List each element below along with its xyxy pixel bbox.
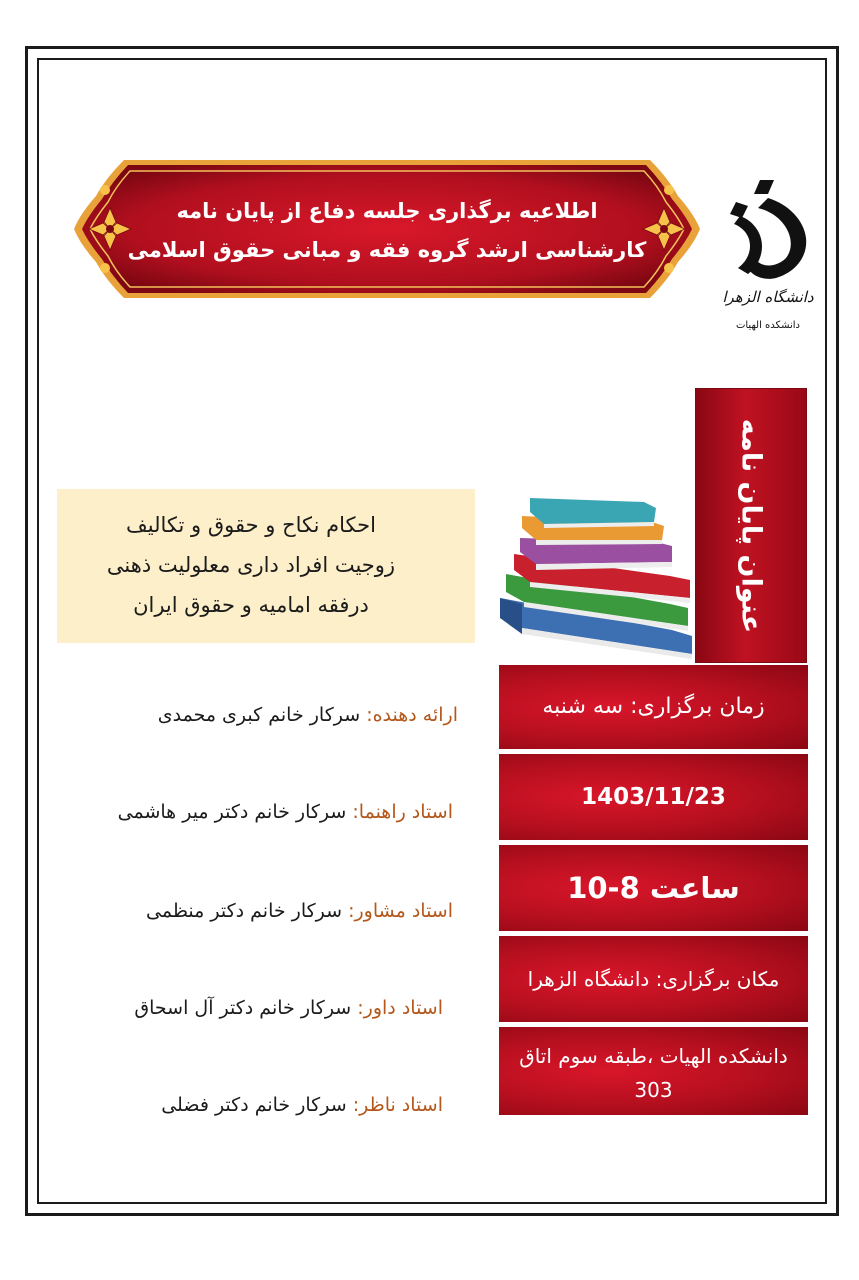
event-date: 1403/11/23 <box>499 754 808 840</box>
presenter-role: ارائه دهنده: <box>366 704 458 726</box>
advisor <box>146 900 453 922</box>
announcement-line-2: کارشناسی ارشد گروه فقه و مبانی حقوق اسلامی <box>127 238 647 262</box>
event-room <box>499 1027 808 1115</box>
event-day: زمان برگزاری: سه شنبه <box>499 665 808 749</box>
thesis-title <box>67 505 435 625</box>
supervisor-role: استاد راهنما: <box>352 801 453 823</box>
event-place: مکان برگزاری: دانشگاه الزهرا <box>499 936 808 1022</box>
thesis-title-line-1: احکام نکاح و حقوق و تکالیف <box>126 513 376 537</box>
announcement-title <box>112 192 662 270</box>
advisor-role: استاد مشاور: <box>348 900 453 922</box>
university-logo <box>718 176 818 336</box>
thesis-title-box <box>57 489 475 643</box>
logo-university-name: دانشگاه الزهرا <box>722 288 814 306</box>
referee-name: سرکار خانم دکتر آل اسحاق <box>134 997 352 1019</box>
thesis-heading: عنوان پایان نامه <box>735 418 767 633</box>
thesis-title-line-3: درفقه امامیه و حقوق ایران <box>133 593 369 617</box>
presenter <box>158 704 458 726</box>
presenter-name: سرکار خانم کبری محمدی <box>157 704 361 726</box>
logo-faculty-name: دانشکده الهیات <box>735 320 801 331</box>
event-room-line-1: دانشکده الهیات ،طبقه سوم اتاق <box>519 1044 788 1068</box>
event-room-line-2: 303 <box>634 1078 673 1102</box>
alzahra-logo-mark-icon <box>718 176 818 286</box>
observer-name: سرکار خانم دکتر فضلی <box>161 1094 347 1116</box>
announcement-line-1: اطلاعیه برگذاری جلسه دفاع از پایان نامه <box>176 199 598 223</box>
books-illustration <box>492 494 697 664</box>
thesis-title-line-2: زوجیت افراد داری معلولیت ذهنی <box>106 553 396 577</box>
header-banner <box>72 156 702 302</box>
event-time: ساعت 8-10 <box>499 845 808 931</box>
referee-role: استاد داور: <box>357 997 443 1019</box>
observer-role: استاد ناظر: <box>352 1094 443 1116</box>
referee <box>134 997 443 1019</box>
observer <box>161 1094 443 1116</box>
supervisor <box>118 801 453 823</box>
advisor-name: سرکار خانم دکتر منظمی <box>146 900 343 922</box>
book-stack-icon <box>492 494 697 664</box>
supervisor-name: سرکار خانم دکتر میر هاشمی <box>117 801 347 823</box>
thesis-heading-box <box>695 388 807 663</box>
